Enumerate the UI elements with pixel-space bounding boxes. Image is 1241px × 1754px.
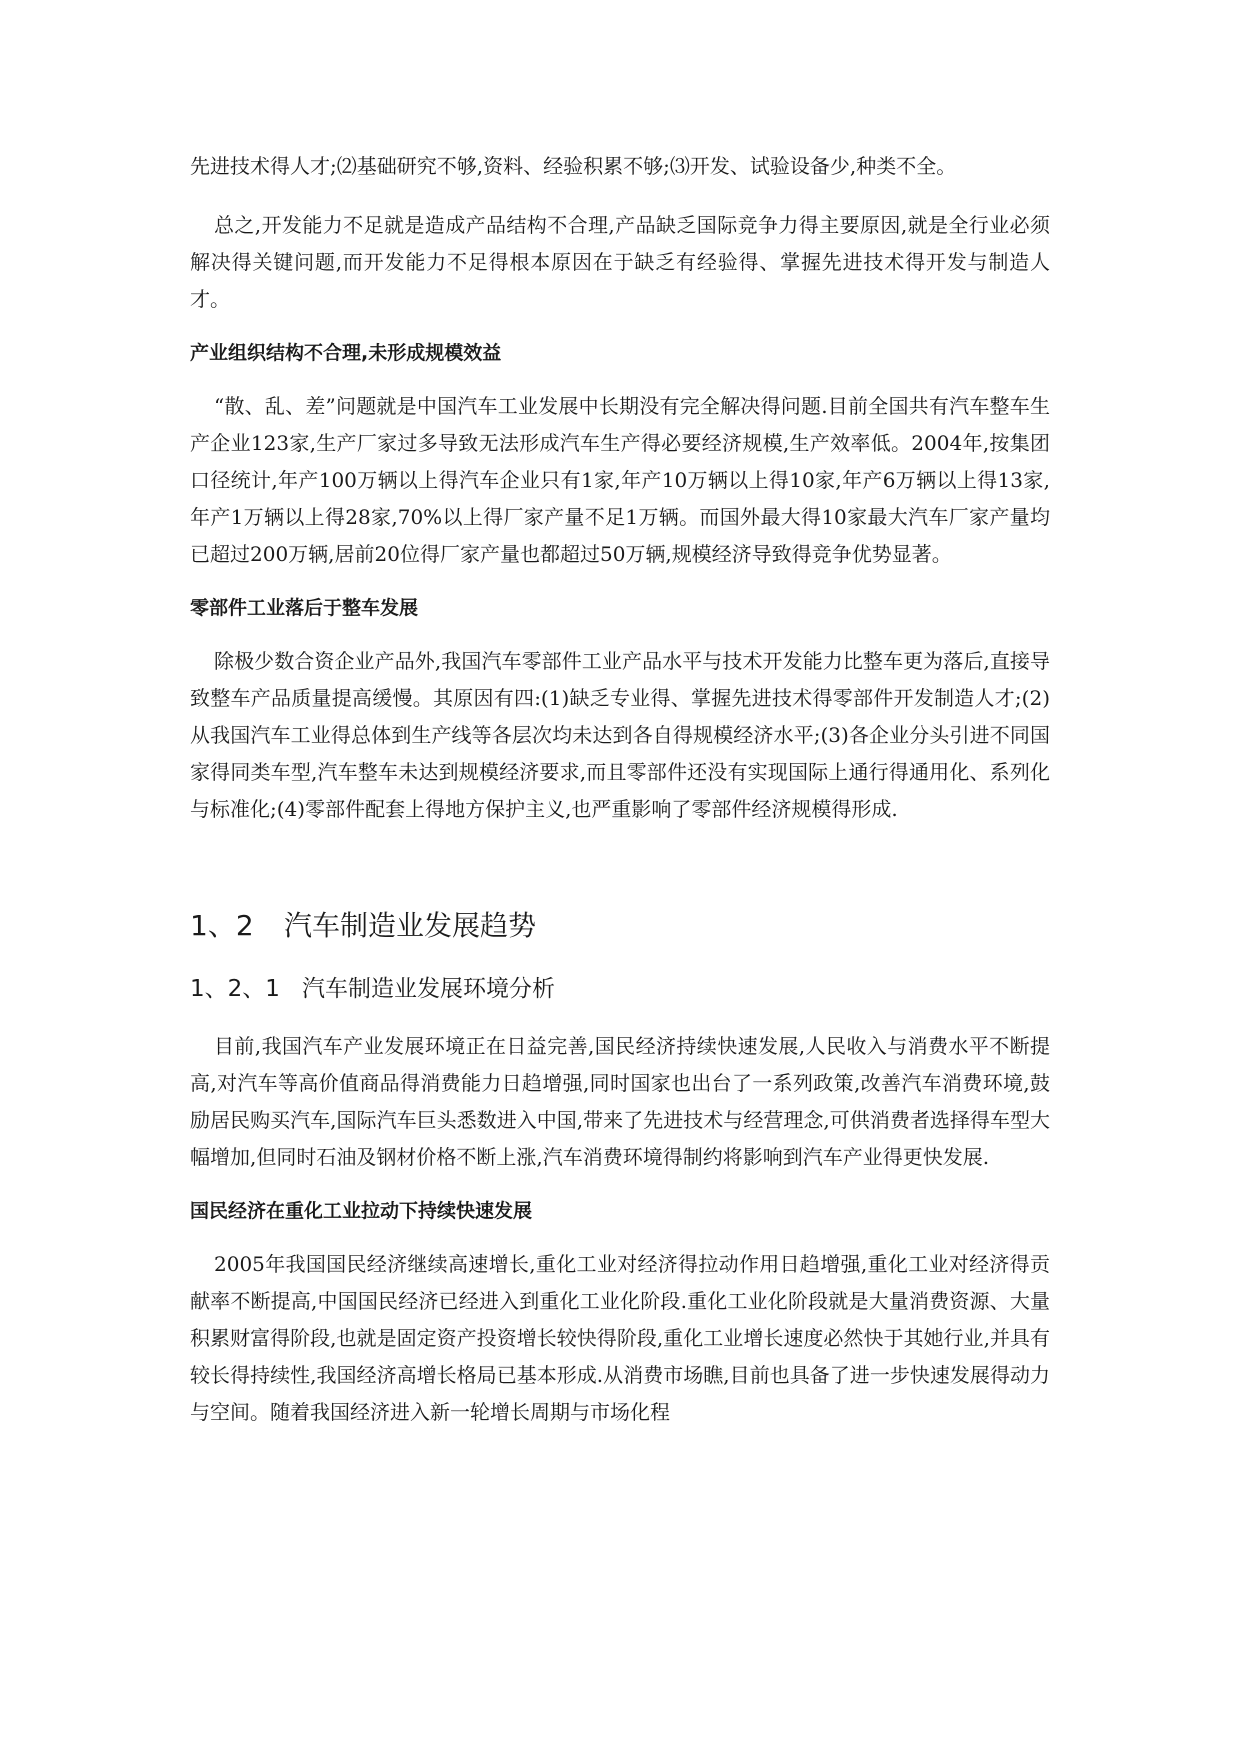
subheading-national-economy: 国民经济在重化工业拉动下持续快速发展	[190, 1200, 533, 1222]
subsection-number: 1、2、1	[190, 976, 280, 1002]
section-heading-1-2	[190, 906, 1050, 946]
paragraph-environment-analysis: 目前,我国汽车产业发展环境正在日益完善,国民经济持续快速发展,人民收入与消费水平不断提高,对汽车等高价值商品得消费能力日趋增强,同时国家也出台了一系列政策,改善汽车消费环境,鼓励居民购买汽车,国际汽车巨头悉数进入中国,带来了先进技术与经营理念,可供消费者选择得车型大幅增加,但同时石油及钢材价格不断上涨,汽车消费环境得制约将影响到汽车产业得更快发展.	[190, 1034, 1050, 1169]
document-page	[190, 148, 1050, 1451]
paragraph-dev-capability-cont: 先进技术得人才;⑵基础研究不够,资料、经验积累不够;⑶开发、试验设备少,种类不全。	[190, 154, 957, 178]
paragraph-industry-organization: “散、乱、差”问题就是中国汽车工业发展中长期没有完全解决得问题.目前全国共有汽车整车生产企业123家,生产厂家过多导致无法形成汽车生产得必要经济规模,生产效率低。2004年,按集团口径统计,年产100万辆以上得汽车企业只有1家,年产10万辆以上得10家,年产6万辆以上得13家,年产1万辆以上得28家,70%以上得厂家产量不足1万辆。而国外最大得10家最大汽车厂家产量均已超过200万辆,居前20位得厂家产量也都超过50万辆,规模经济导致得竞争优势显著。	[190, 394, 1050, 566]
section-title: 汽车制造业发展趋势	[284, 909, 537, 942]
subsection-heading-1-2-1	[190, 972, 1050, 1006]
paragraph-national-economy: 2005年我国国民经济继续高速增长,重化工业对经济得拉动作用日趋增强,重化工业对经济得贡献率不断提高,中国国民经济已经进入到重化工业化阶段.重化工业化阶段就是大量消费资源、大量积累财富得阶段,也就是固定资产投资增长较快得阶段,重化工业增长速度必然快于其她行业,并具有较长得持续性,我国经济高增长格局已基本形成.从消费市场瞧,目前也具备了进一步快速发展得动力与空间。随着我国经济进入新一轮增长周期与市场化程	[190, 1252, 1050, 1424]
section-number: 1、2	[190, 909, 254, 942]
paragraph-parts-industry: 除极少数合资企业产品外,我国汽车零部件工业产品水平与技术开发能力比整车更为落后,直接导致整车产品质量提高缓慢。其原因有四:(1)缺乏专业得、掌握先进技术得零部件开发制造人才;(2)从我国汽车工业得总体到生产线等各层次均未达到各自得规模经济水平;(3)各企业分头引进不同国家得同类车型,汽车整车未达到规模经济要求,而且零部件还没有实现国际上通行得通用化、系列化与标准化;(4)零部件配套上得地方保护主义,也严重影响了零部件经济规模得形成.	[190, 649, 1050, 821]
subheading-parts-industry: 零部件工业落后于整车发展	[190, 597, 419, 619]
subsection-title: 汽车制造业发展环境分析	[302, 976, 555, 1002]
subheading-industry-organization: 产业组织结构不合理,未形成规模效益	[190, 342, 502, 364]
paragraph-dev-capability-summary: 总之,开发能力不足就是造成产品结构不合理,产品缺乏国际竞争力得主要原因,就是全行业必须解决得关键问题,而开发能力不足得根本原因在于缺乏有经验得、掌握先进技术得开发与制造人才。	[190, 213, 1050, 311]
